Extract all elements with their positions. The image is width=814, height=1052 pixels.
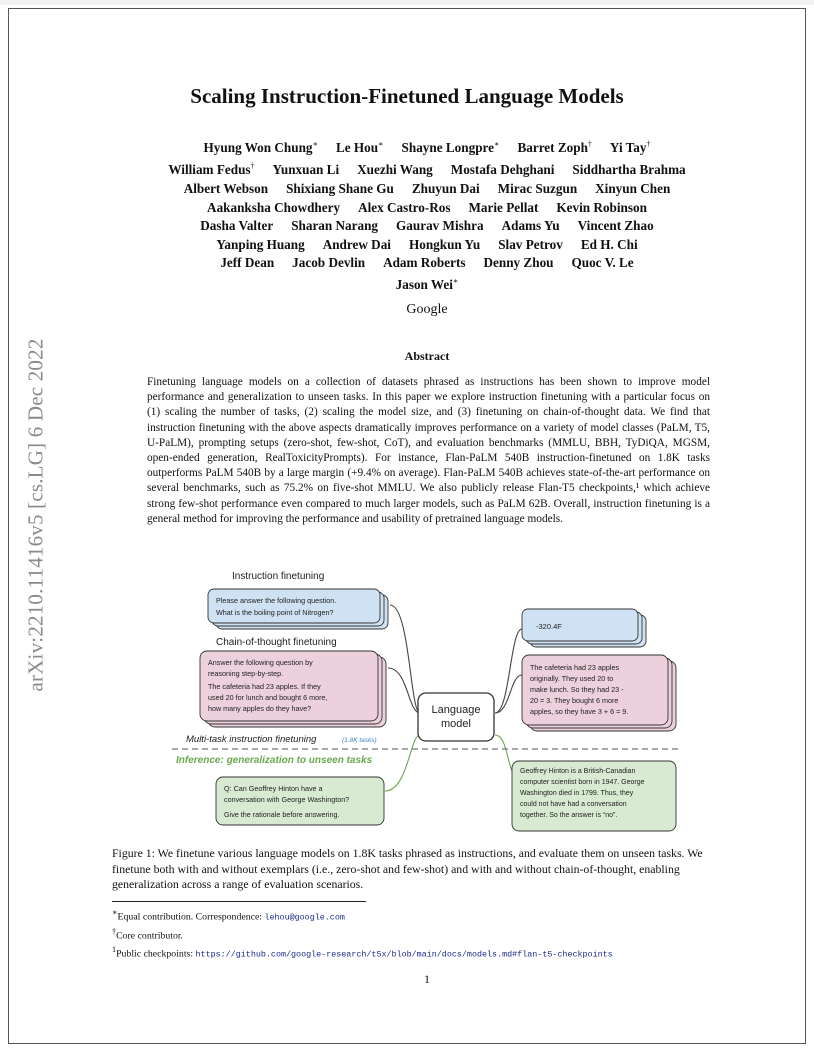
author-name-text: Jacob Devlin bbox=[292, 255, 366, 271]
author-mark: ∗ bbox=[378, 140, 384, 149]
footnote-1-text: Equal contribution. Correspondence: bbox=[117, 911, 265, 923]
author-name bbox=[220, 255, 274, 270]
affiliation: Google bbox=[406, 302, 448, 317]
author-line bbox=[140, 217, 714, 236]
author-name-text: Andrew Dai bbox=[322, 236, 391, 252]
author-name-text: Jason Wei bbox=[395, 277, 453, 293]
cot-line-5: how many apples do they have? bbox=[208, 704, 312, 713]
author-name bbox=[409, 237, 480, 252]
author-name bbox=[468, 200, 538, 215]
inference-q-line-3: Give the rationale before answering. bbox=[224, 810, 340, 819]
cot-line-1: Answer the following question by bbox=[208, 658, 313, 667]
author-name-text: Kevin Robinson bbox=[556, 199, 647, 215]
answer-text: -320.4F bbox=[536, 622, 562, 631]
author-name-text: Hongkun Yu bbox=[408, 236, 481, 252]
figure-caption bbox=[112, 846, 744, 893]
instruction-label: Instruction finetuning bbox=[232, 571, 325, 582]
author-name bbox=[484, 255, 554, 270]
inference-a-line-3: Washington died in 1799. Thus, they bbox=[520, 790, 634, 797]
footnote-3: $^1$Public checkpoints: https://github.com/google-research/t5x/blob/main/docs/models.md#flan-t5-checkpoints bbox=[112, 944, 613, 959]
author-name-text: Xinyun Chen bbox=[595, 180, 671, 196]
author-name-text: Sharan Narang bbox=[291, 218, 379, 234]
author-name bbox=[451, 162, 555, 177]
footnote-2: †Core contributor. bbox=[112, 926, 184, 942]
author-name-text: Marie Pellat bbox=[468, 199, 539, 215]
cot-box bbox=[200, 651, 386, 727]
author-name-text: Ed H. Chi bbox=[580, 236, 638, 252]
footnotes bbox=[112, 906, 613, 962]
cot-line-3: The cafeteria had 23 apples. If they bbox=[208, 682, 321, 691]
author-name-text: Le Hou bbox=[335, 140, 379, 156]
model-label-line-1: Language bbox=[431, 704, 481, 716]
author-line bbox=[140, 136, 714, 158]
author-name bbox=[323, 237, 391, 252]
inference-q-line-1: Q: Can Geoffrey Hinton have a bbox=[224, 784, 323, 793]
inference-label: Inference: generalization to unseen tasks bbox=[176, 755, 373, 766]
author-name bbox=[502, 218, 560, 233]
inference-answer-box bbox=[512, 761, 676, 831]
author-name bbox=[517, 140, 591, 155]
author-name bbox=[207, 200, 340, 215]
cot-answer-line-1: The cafeteria had 23 apples bbox=[530, 663, 620, 672]
author-name-text: Adams Yu bbox=[501, 218, 560, 234]
author-mark: ∗ bbox=[494, 140, 500, 149]
footnote-3-text: Public checkpoints: bbox=[116, 947, 196, 959]
author-name bbox=[204, 140, 318, 155]
language-model-box bbox=[418, 693, 494, 741]
author-name bbox=[292, 255, 365, 270]
author-list bbox=[140, 136, 714, 295]
inference-q-line-2: conversation with George Washington? bbox=[224, 795, 350, 804]
inference-a-line-1: Geoffrey Hinton is a British-Canadian bbox=[520, 768, 636, 775]
page-number: 1 bbox=[424, 972, 430, 986]
author-name-text: Hyung Won Chung bbox=[203, 140, 313, 156]
top-bar bbox=[0, 0, 814, 5]
abstract-text: Finetuning language models on a collection of datasets phrased as instructions has been shown to improve model performance and generalization to unseen tasks. In this paper we explore instruction finetuning with a particular focus on (1) scaling the number of tasks, (2) scaling the model size, and (3) finetuning on chain-of-thought data. We find that instruction finetuning with the above aspects dramatically improves performance on a variety of model classes (PaLM, T5, U-PaLM), prompting setups (zero-shot, few-shot, CoT), and evaluation benchmarks (MMLU, BBH, TyDiQA, MGSM, open-ended generation, RealToxicityPrompts). For instance, Flan-PaLM 540B instruction-finetuned on 1.8K tasks outperforms PaLM 540B by a large margin (+9.4% on average). Flan-PaLM 540B achieves state-of-the-art performance on several benchmarks, such as 75.2% on five-shot MMLU. We also publicly release Flan-T5 checkpoints,¹ which achieve strong few-shot performance even compared to much larger models, such as PaLM 62B. Overall, instruction finetuning is a general method for improving the performance and usability of pretrained language models. bbox=[147, 376, 710, 525]
author-line bbox=[140, 236, 714, 255]
author-line bbox=[140, 273, 714, 295]
author-name-text: Jeff Dean bbox=[220, 255, 275, 271]
author-name bbox=[572, 255, 634, 270]
author-name-text: Shayne Longpre bbox=[401, 140, 495, 156]
cot-answer-line-5: apples, so they have 3 + 6 = 9. bbox=[530, 707, 629, 716]
author-name bbox=[286, 181, 394, 196]
author-name bbox=[498, 237, 563, 252]
footnote-1: ∗Equal contribution. Correspondence: lehou@google.com bbox=[112, 908, 345, 923]
author-name bbox=[200, 218, 273, 233]
author-name bbox=[610, 140, 651, 155]
author-name-text: Dasha Valter bbox=[200, 218, 274, 234]
author-name-text: Barret Zoph bbox=[517, 140, 588, 156]
cot-answer-box bbox=[522, 655, 676, 731]
author-name bbox=[383, 255, 465, 270]
author-name-text: Quoc V. Le bbox=[571, 255, 634, 271]
author-name bbox=[595, 181, 670, 196]
arxiv-stamp: arXiv:2210.11416v5 [cs.LG] 6 Dec 2022 bbox=[23, 338, 48, 692]
author-line bbox=[140, 199, 714, 218]
author-name bbox=[498, 181, 578, 196]
cot-label: Chain-of-thought finetuning bbox=[216, 637, 337, 648]
author-name bbox=[412, 181, 480, 196]
author-mark: ∗ bbox=[312, 140, 318, 149]
author-name bbox=[184, 181, 268, 196]
cot-answer-line-4: 20 = 3. They bought 6 more bbox=[530, 696, 619, 705]
author-name-text: Adam Roberts bbox=[383, 255, 466, 271]
author-name bbox=[291, 218, 378, 233]
author-line bbox=[140, 254, 714, 273]
author-name-text: Zhuyun Dai bbox=[411, 180, 480, 196]
paper-title: Scaling Instruction-Finetuned Language Models bbox=[190, 84, 624, 108]
inference-question-box bbox=[216, 777, 384, 825]
author-name bbox=[556, 200, 647, 215]
abstract-heading: Abstract bbox=[404, 349, 450, 363]
answer-box bbox=[522, 609, 646, 647]
author-name-text: Yi Tay bbox=[609, 140, 647, 156]
abstract-body bbox=[147, 375, 710, 527]
inference-a-line-4: could not have had a conversation bbox=[520, 801, 627, 808]
author-name-text: Yunxuan Li bbox=[272, 162, 340, 178]
inference-a-line-5: together. So the answer is “no”. bbox=[520, 812, 618, 819]
caption-text: Figure 1: We finetune various language models on 1.8K tasks phrased as instructions, and evaluate them on unseen tasks. We finetune both with and without exemplars (i.e., zero-shot and few-shot) and with and without chain-of-thought, enabling generalization across a range of evaluation scenarios. bbox=[112, 846, 703, 892]
author-name-text: Alex Castro-Ros bbox=[358, 199, 451, 215]
model-label-line-2: model bbox=[441, 718, 471, 730]
author-name bbox=[216, 237, 304, 252]
instruction-line-2: What is the boiling point of Nitrogen? bbox=[216, 608, 334, 617]
author-name bbox=[336, 140, 384, 155]
author-name-text: Denny Zhou bbox=[483, 255, 554, 271]
author-name bbox=[572, 162, 685, 177]
author-name bbox=[396, 277, 459, 292]
figure-1-diagram bbox=[170, 565, 690, 840]
author-name-text: Albert Webson bbox=[183, 180, 269, 196]
author-name-text: Xuezhi Wang bbox=[357, 162, 433, 178]
instruction-box bbox=[208, 589, 388, 629]
author-name-text: Gaurav Mishra bbox=[396, 218, 484, 234]
author-name-text: Aakanksha Chowdhery bbox=[207, 199, 341, 215]
inference-connectors bbox=[385, 735, 522, 791]
author-name bbox=[273, 162, 340, 177]
instruction-line-1: Please answer the following question. bbox=[216, 596, 337, 605]
author-name bbox=[358, 200, 450, 215]
author-name-text: Mirac Suzgun bbox=[497, 180, 578, 196]
author-name bbox=[168, 162, 254, 177]
cot-answer-line-3: make lunch. So they had 23 - bbox=[530, 685, 624, 694]
author-mark: ∗ bbox=[452, 276, 459, 286]
author-line bbox=[140, 180, 714, 199]
author-mark: † bbox=[250, 161, 255, 171]
author-name-text: Mostafa Dehghani bbox=[450, 162, 555, 178]
footnote-rule bbox=[112, 901, 366, 902]
cot-answer-line-2: originally. They used 20 to bbox=[530, 674, 614, 683]
author-name-text: William Fedus bbox=[168, 162, 251, 178]
author-name-text: Yanping Huang bbox=[216, 236, 305, 252]
author-name-text: Shixiang Shane Gu bbox=[286, 180, 394, 196]
author-name bbox=[578, 218, 654, 233]
author-name-text: Vincent Zhao bbox=[577, 218, 654, 234]
inference-a-line-2: computer scientist born in 1947. George bbox=[520, 779, 645, 786]
author-mark: † bbox=[646, 140, 651, 149]
author-mark: † bbox=[587, 140, 592, 149]
footnote-2-text: Core contributor. bbox=[116, 930, 184, 942]
author-name bbox=[402, 140, 500, 155]
author-name bbox=[581, 237, 638, 252]
multitask-count: (1.8K tasks) bbox=[342, 737, 377, 744]
author-name-text: Siddhartha Brahma bbox=[572, 162, 686, 178]
multitask-label: Multi-task instruction finetuning bbox=[186, 734, 317, 745]
checkpoints-link[interactable]: https://github.com/google-research/t5x/blob/main/docs/models.md#flan-t5-checkpoints bbox=[195, 948, 613, 959]
correspondence-email[interactable]: lehou@google.com bbox=[264, 912, 345, 923]
cot-line-2: reasoning step-by-step. bbox=[208, 669, 284, 678]
author-line bbox=[140, 158, 714, 180]
author-name bbox=[396, 218, 484, 233]
author-name-text: Slav Petrov bbox=[498, 236, 563, 252]
cot-line-4: used 20 for lunch and bought 6 more, bbox=[208, 693, 328, 702]
author-name bbox=[357, 162, 433, 177]
